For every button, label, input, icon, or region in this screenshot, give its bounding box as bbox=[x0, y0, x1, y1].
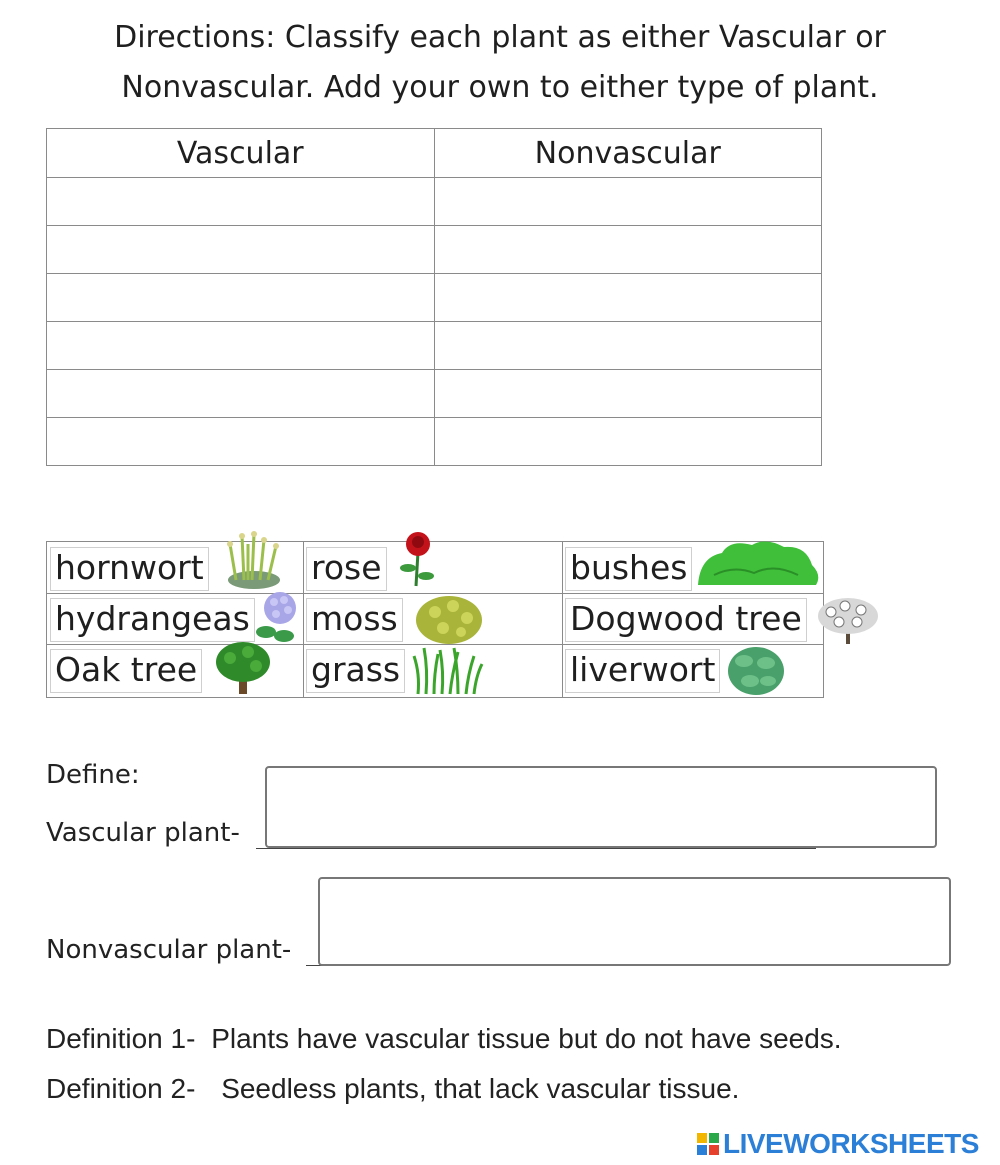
nonvascular-drop-cell[interactable] bbox=[434, 370, 822, 418]
draggable-word-dogwood-tree[interactable]: Dogwood tree bbox=[565, 598, 807, 642]
classification-table bbox=[46, 128, 822, 466]
definition-1-label: Definition 1- bbox=[46, 1023, 196, 1054]
vascular-drop-cell[interactable] bbox=[47, 322, 435, 370]
definition-1-text: Plants have vascular tissue but do not have seeds. bbox=[211, 1023, 842, 1054]
directions-line-2: Nonvascular. Add your own to either type of plant. bbox=[121, 70, 879, 105]
nonvascular-drop-cell[interactable] bbox=[434, 322, 822, 370]
nonvascular-drop-cell[interactable] bbox=[434, 274, 822, 322]
draggable-word-hydrangeas[interactable]: hydrangeas bbox=[50, 598, 255, 642]
vascular-drop-cell[interactable] bbox=[47, 274, 435, 322]
definition-2-text: Seedless plants, that lack vascular tissue. bbox=[221, 1073, 740, 1104]
rose-icon bbox=[396, 530, 440, 588]
nonvascular-drop-cell[interactable] bbox=[434, 178, 822, 226]
define-heading: Define: bbox=[46, 760, 140, 790]
nonvascular-drop-cell[interactable] bbox=[434, 418, 822, 466]
liveworksheets-grid-icon bbox=[697, 1133, 719, 1155]
draggable-word-oak-tree[interactable]: Oak tree bbox=[50, 649, 202, 693]
vascular-definition-drop-box[interactable] bbox=[265, 766, 937, 848]
table-row bbox=[47, 226, 822, 274]
table-row bbox=[47, 418, 822, 466]
bush-icon bbox=[694, 535, 822, 587]
table-row bbox=[47, 274, 822, 322]
vascular-drop-cell[interactable] bbox=[47, 226, 435, 274]
word-bank-divider bbox=[562, 542, 563, 697]
draggable-word-grass[interactable]: grass bbox=[306, 649, 405, 693]
draggable-word-hornwort[interactable]: hornwort bbox=[50, 547, 209, 591]
directions-line-1: Directions: Classify each plant as either Vascular or bbox=[114, 20, 886, 55]
table-row bbox=[47, 178, 822, 226]
liveworksheets-wordmark: LIVEWORKSHEETS bbox=[723, 1128, 979, 1159]
table-row bbox=[47, 322, 822, 370]
nonvascular-definition-drop-box[interactable] bbox=[318, 877, 951, 966]
grass-icon bbox=[412, 644, 484, 696]
draggable-word-moss[interactable]: moss bbox=[306, 598, 403, 642]
oak-tree-icon bbox=[214, 640, 272, 696]
vascular-drop-cell[interactable] bbox=[47, 370, 435, 418]
liveworksheets-logo bbox=[697, 1127, 979, 1161]
vascular-answer-line bbox=[256, 848, 816, 849]
liverwort-icon bbox=[726, 643, 786, 697]
draggable-word-rose[interactable]: rose bbox=[306, 547, 387, 591]
vascular-drop-cell[interactable] bbox=[47, 418, 435, 466]
moss-icon bbox=[413, 590, 485, 646]
nonvascular-plant-label: Nonvascular plant- bbox=[46, 935, 292, 965]
definition-2[interactable] bbox=[46, 1073, 739, 1105]
hydrangea-icon bbox=[252, 588, 302, 644]
vascular-plant-label: Vascular plant- bbox=[46, 818, 240, 848]
nonvascular-drop-cell[interactable] bbox=[434, 226, 822, 274]
draggable-word-liverwort[interactable]: liverwort bbox=[565, 649, 720, 693]
vascular-column-header: Vascular bbox=[47, 129, 435, 178]
word-bank-divider bbox=[303, 542, 304, 697]
draggable-word-bushes[interactable]: bushes bbox=[565, 547, 692, 591]
nonvascular-column-header: Nonvascular bbox=[434, 129, 822, 178]
definition-2-label: Definition 2- bbox=[46, 1073, 196, 1104]
table-row bbox=[47, 370, 822, 418]
definition-1[interactable] bbox=[46, 1023, 842, 1055]
vascular-drop-cell[interactable] bbox=[47, 178, 435, 226]
dogwood-tree-icon bbox=[815, 594, 881, 646]
hornwort-plant-icon bbox=[218, 530, 290, 592]
